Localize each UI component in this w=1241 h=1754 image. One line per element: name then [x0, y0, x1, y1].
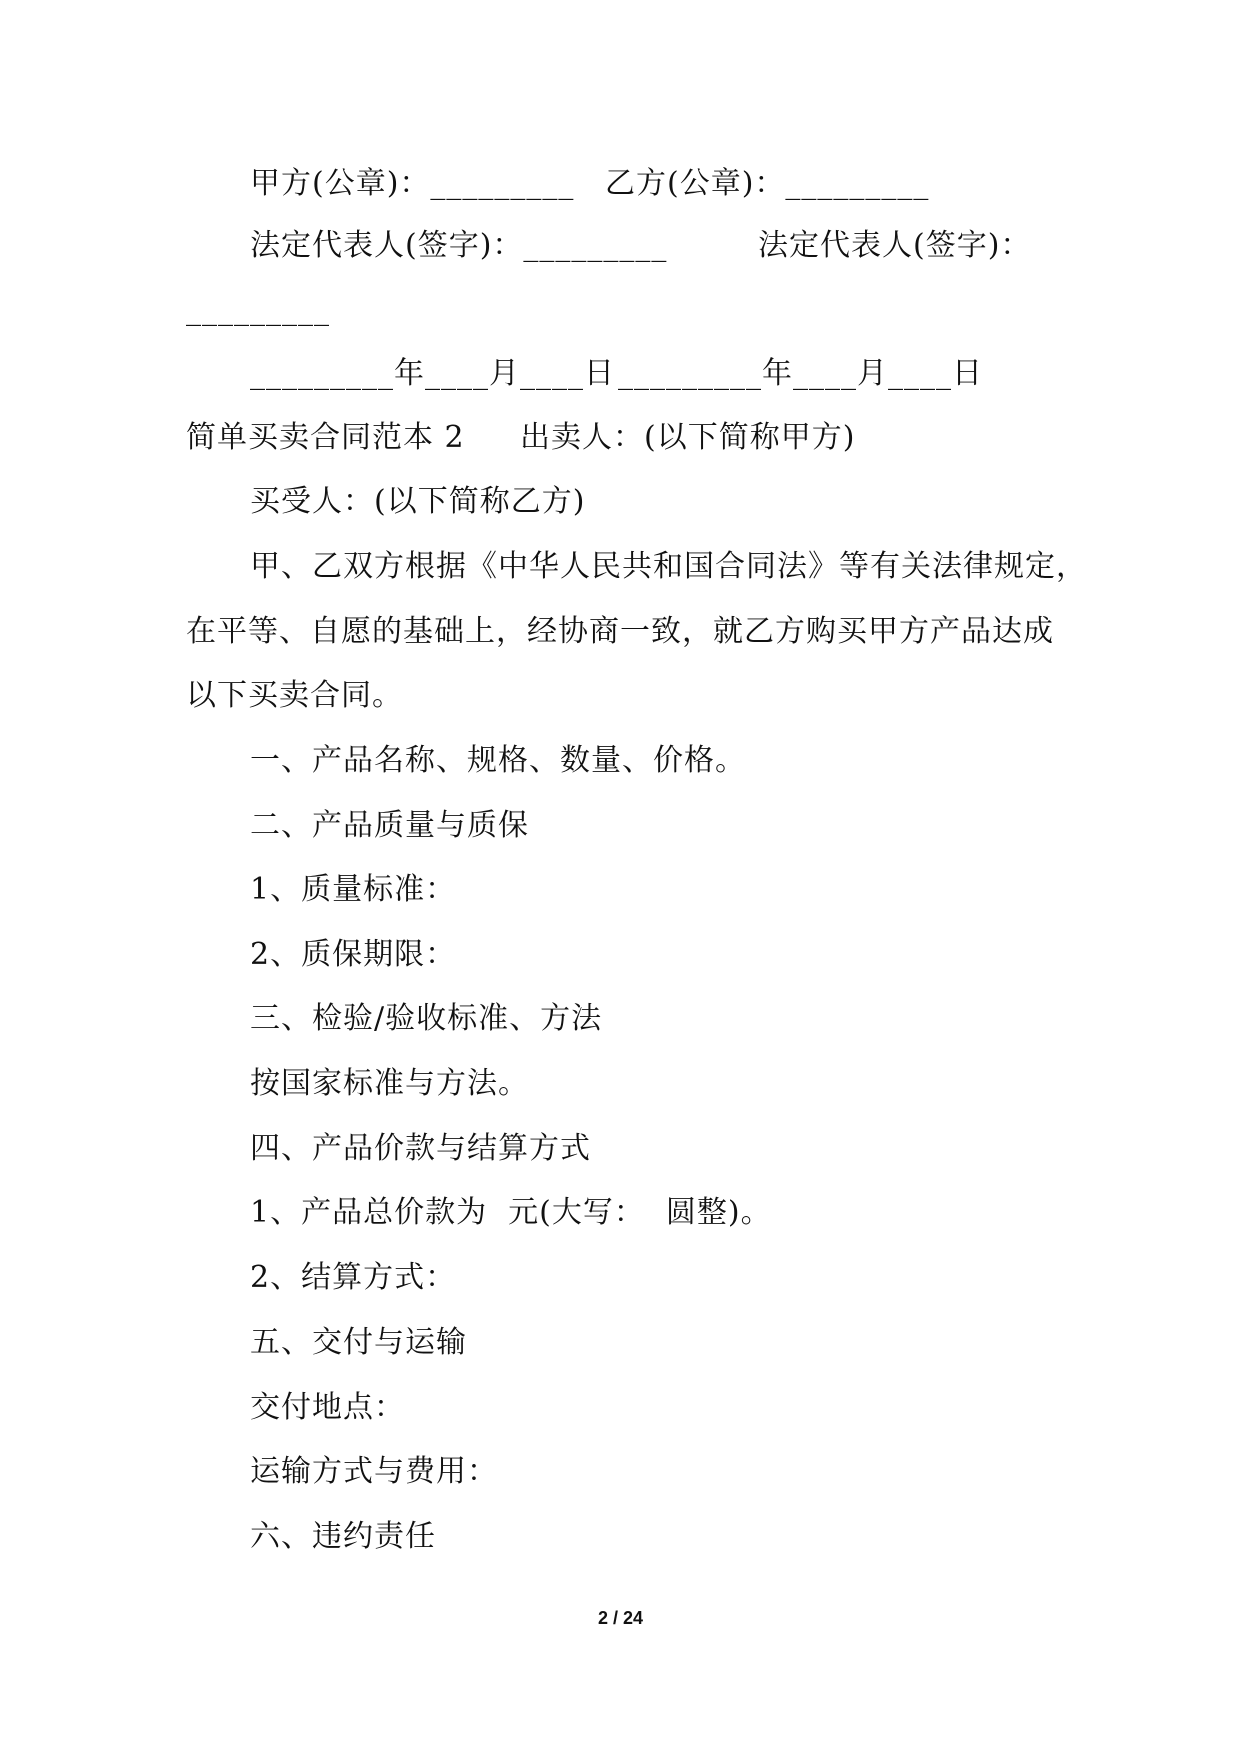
clause-line: 交付地点： [250, 1390, 405, 1425]
clause-line: 运输方式与费用： [250, 1454, 498, 1489]
seller-line: 出卖人：(以下简称甲方) [520, 420, 856, 455]
clause-line: 一、产品名称、规格、数量、价格。 [250, 743, 746, 778]
page-number: 2 / 24 [597, 1608, 644, 1628]
party-a-date-line: _________年____月____日 [250, 356, 615, 391]
buyer-line: 买受人：(以下简称乙方) [250, 484, 586, 519]
party-b-seal-line: 乙方(公章)：_________ [605, 166, 930, 201]
party-a-representative-line: 法定代表人(签字)：_________ [250, 228, 668, 263]
intro-line: 以下买卖合同。 [186, 678, 403, 713]
clause-line: 按国家标准与方法。 [250, 1066, 529, 1101]
party-b-representative-blank: _________ [186, 292, 330, 327]
clause-line: 三、检验/验收标准、方法 [250, 1001, 603, 1036]
clause-line: 1、质量标准： [250, 872, 457, 907]
clause-line: 2、结算方式： [250, 1260, 457, 1295]
clause-line: 五、交付与运输 [250, 1325, 467, 1360]
intro-line: 甲、乙双方根据《中华人民共和国合同法》等有关法律规定， [250, 549, 1087, 584]
clause-line: 二、产品质量与质保 [250, 808, 529, 843]
clause-line: 2、质保期限： [250, 937, 457, 972]
clause-line: 1、产品总价款为 元(大写： 圆整)。 [250, 1195, 772, 1230]
clause-line: 四、产品价款与结算方式 [250, 1131, 591, 1166]
party-a-seal-line: 甲方(公章)：_________ [250, 166, 575, 201]
contract-title: 简单买卖合同范本 2 [186, 420, 465, 455]
party-b-date-line: _________年____月____日 [618, 356, 983, 391]
intro-line: 在平等、自愿的基础上，经协商一致，就乙方购买甲方产品达成 [186, 614, 1054, 649]
party-b-representative-line: 法定代表人(签字)： [758, 228, 1032, 263]
clause-line: 六、违约责任 [250, 1519, 436, 1554]
